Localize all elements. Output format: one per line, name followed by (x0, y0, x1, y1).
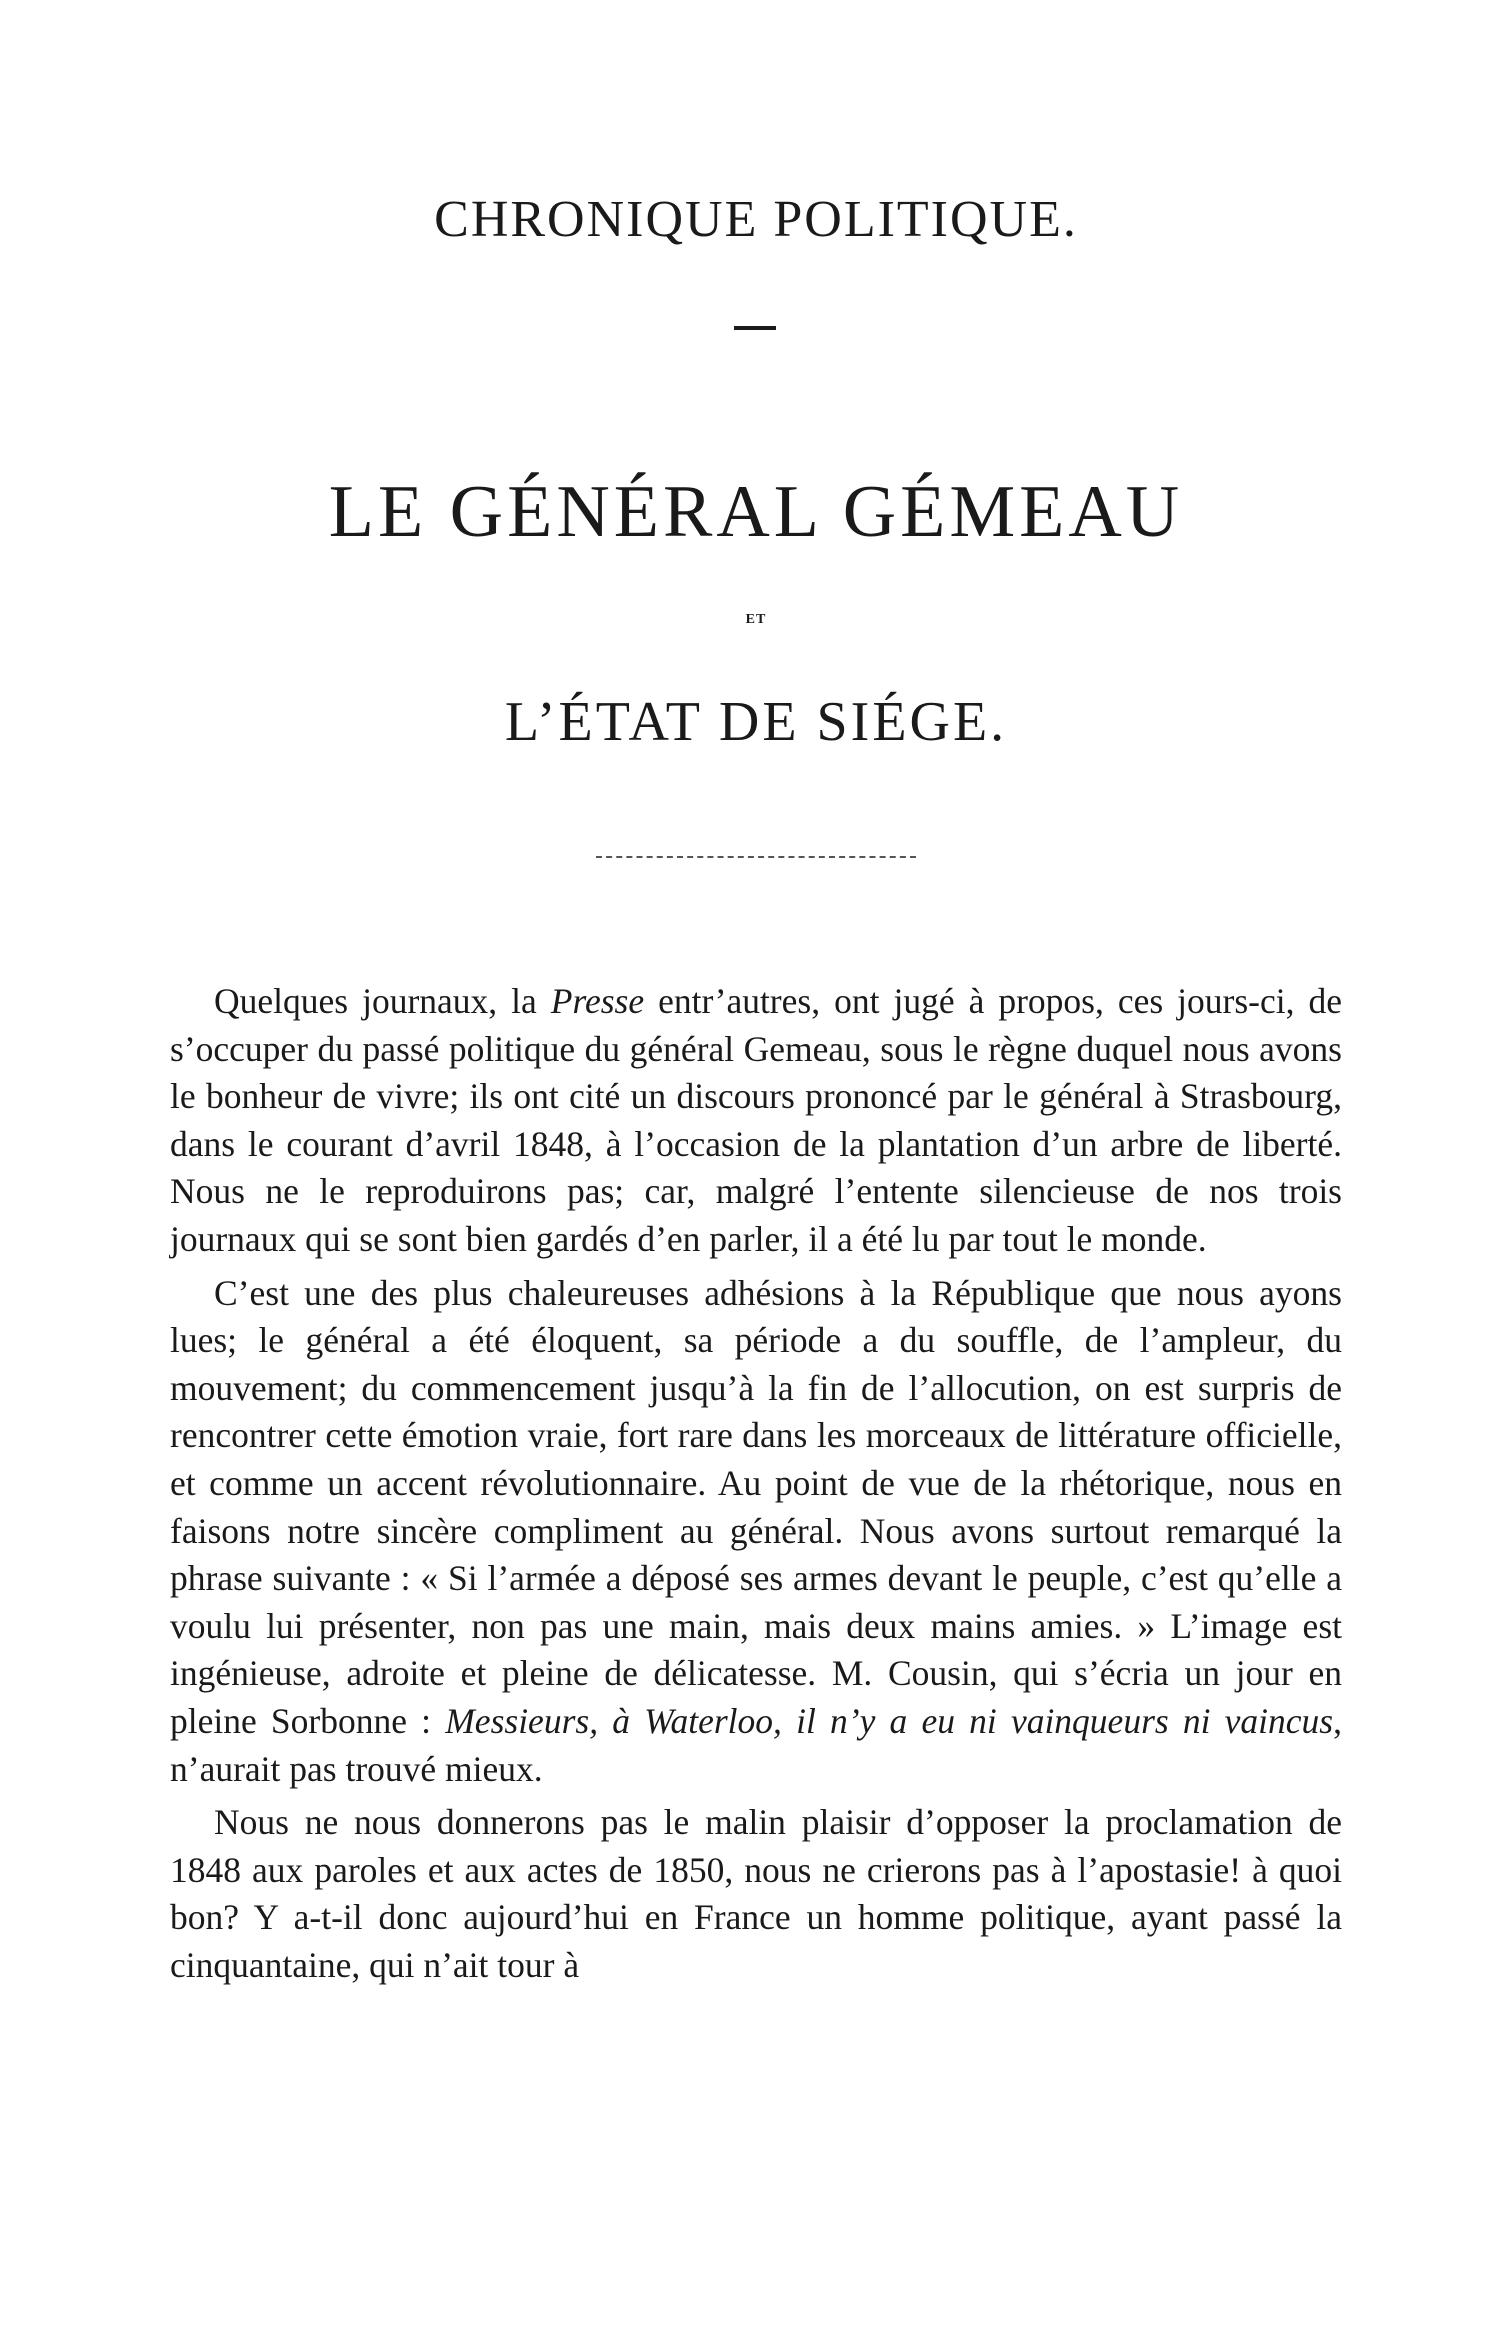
article-subtitle: L’ÉTAT DE SIÉGE. (504, 691, 1008, 753)
section-heading: CHRONIQUE POLITIQUE. (434, 191, 1078, 248)
article-title: LE GÉNÉRAL GÉMEAU (328, 471, 1184, 553)
paragraph-1-text-a: Quelques journaux, la (214, 981, 551, 1021)
paragraph-1-italic-presse: Presse (550, 981, 645, 1021)
paragraph-3 (170, 1799, 1342, 1989)
paragraph-2-italic-quote: Messieurs, à Waterloo, il n’y a eu ni vainqueurs ni vaincus (445, 1700, 1334, 1741)
title-conjunction: ET (745, 612, 767, 627)
dashed-rule-divider (596, 856, 916, 858)
paragraph-3-text-a: Nous ne nous donnerons pas le malin plaisir d’opposer la proclamation de 1848 aux paroles et aux actes de 1850, nous ne crierons pas à l’apostasie! à quoi bon? Y a-t-il donc aujourd’hui en France un homme politique, ayant passé la cinquantaine, qui n’ait tour à (170, 1802, 1342, 1985)
paragraph-1-text-b: entr’autres, ont jugé à propos, ces jours-ci, de s’occuper du passé politique du général Gemeau, sous le règne duquel nous avons le bonheur de vivre; ils ont cité un discours prononcé par le général à Strasbourg, dans le courant d’avril 1848, à l’occasion de la plantation d’un arbre de liberté. Nous ne le reproduirons pas; car, malgré l’entente silencieuse de nos trois journaux qui se sont bien gardés d’en parler, il a été lu par tout le monde. (170, 981, 1343, 1259)
paragraph-2-text-b: , n’aurait pas trouvé mieux. (170, 1700, 1342, 1789)
short-rule-divider (734, 326, 776, 330)
paragraph-2 (170, 1270, 1342, 1794)
paragraph-1 (170, 978, 1342, 1264)
paragraph-2-text-a: C’est une des plus chaleureuses adhésions à la République que nous ayons lues; le général a été éloquent, sa période a du souffle, de l’ampleur, du mouvement; du commencement jusqu’à la fin de l’allocution, on est surpris de rencontrer cette émotion vraie, fort rare dans les morceaux de littérature officielle, et comme un accent révolutionnaire. Au point de vue de la rhétorique, nous en faisons notre sincère compliment au général. Nous avons surtout remarqué la phrase suivante : « Si l’armée a déposé ses armes devant le peuple, c’est qu’elle a voulu lui présenter, non pas une main, mais deux mains amies. » L’image est ingénieuse, adroite et pleine de délicatesse. M. Cousin, qui s’écria un jour en pleine Sorbonne : (170, 1272, 1342, 1741)
article-body (170, 978, 1342, 1989)
